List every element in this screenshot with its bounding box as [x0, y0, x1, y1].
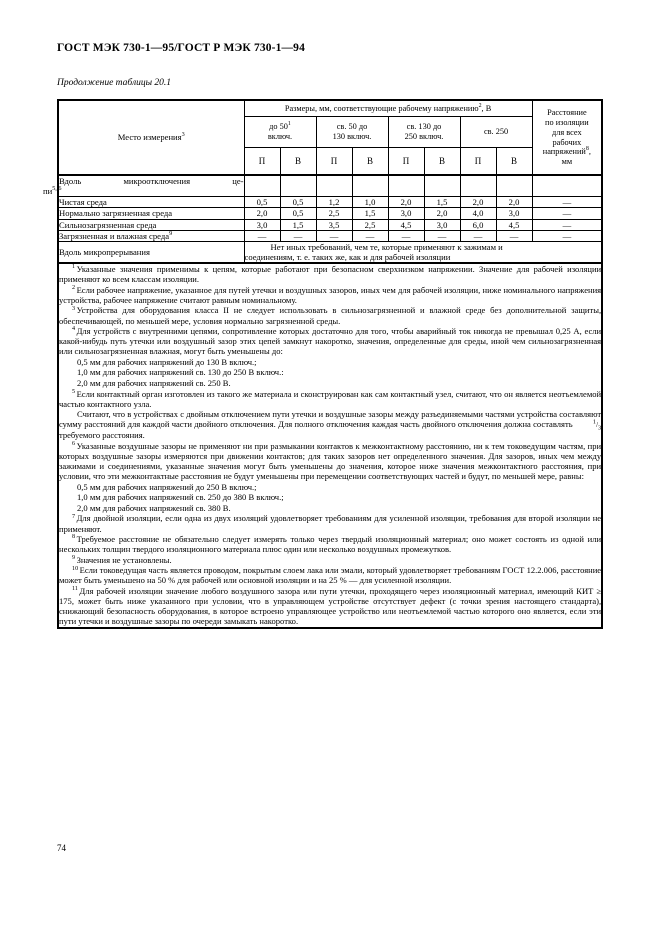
footnote-5-text: Если контактный орган изготовлен из такого же материала и сконструирован как сам контактный узел, считают, что он является неотъемлемой частью контактного узла.: [59, 388, 602, 409]
footnote-8-marker: 8: [72, 534, 76, 541]
row-1-val-4: 3,0: [388, 208, 424, 219]
footnote-4-marker: 4: [72, 326, 76, 333]
footnote-5-continuation: [59, 409, 601, 440]
last-row-note-line1: Нет иных требований, чем те, которые применяют к зажимам и: [270, 241, 503, 252]
row-0-val-3: 1,0: [352, 197, 388, 208]
header-insulation-l2: по изоляции: [545, 117, 589, 127]
header-range-1-line1: св. 50 до: [336, 122, 368, 132]
row-2-label-text: Сильнозагрязненная среда: [59, 219, 157, 230]
row-3-val-4: —: [388, 230, 424, 241]
section-title-spacer-4: [388, 175, 424, 197]
section-title-spacer-8: [532, 175, 602, 197]
footnote-4-item-0: 0,5 мм для рабочих напряжений до 130 В включ.;: [77, 356, 257, 367]
row-2-val-7: 4,5: [496, 219, 532, 230]
row-0-val-2: 1,2: [316, 197, 352, 208]
footnote-2-text: Если рабочее напряжение, указанное для путей утечки и воздушных зазоров, иных чем для рабочей изоляции, ниже номинального напряжения устройства, рабочее напряжение считают равным номинальному.: [59, 284, 602, 305]
fraction-denominator: 3: [597, 424, 602, 432]
footnote-8: [59, 534, 601, 554]
footnote-4-item-2: 2,0 мм для рабочих напряжений св. 250 В.: [77, 377, 231, 388]
footnote-4: [59, 326, 601, 356]
page-title: ГОСТ МЭК 730-1—95/ГОСТ Р МЭК 730-1—94: [57, 42, 305, 54]
last-row-note: [244, 241, 602, 263]
header-insulation-l3: для всех: [552, 127, 582, 137]
row-3-val-6: —: [460, 230, 496, 241]
footnote-6-text: Указанные воздушные зазоры не применяют ни при размыкании контактов к межконтактному расстоянию, ни к тем токоведущим частям, при которых воздушные зазоры измеряются при движении контактов; для таких зазоров нет определенного значения. Для зазоров, иных чем между зажимами и соединениями, указанные значения могут быть уменьшены до значения, которое ниже значения межконтактного расстояния, при условии, что эти межконтактные расстояния не будут уменьшены при перемещении соответствующих частей и будут, по меньшей мере, равны:: [59, 440, 602, 482]
header-range-1: [316, 117, 388, 148]
row-0-val-0: 0,5: [244, 197, 280, 208]
header-dimensions-title-text: Размеры, мм, соответствующие рабочему напряжению: [284, 103, 479, 113]
row-3-val-0: —: [244, 230, 280, 241]
row-3-label-sup: 9: [169, 229, 173, 237]
header-dimensions-title-tail: , В: [481, 103, 492, 113]
row-2-val-4: 4,5: [388, 219, 424, 230]
table-row: [58, 197, 602, 208]
footnote-6-item-1: 1,0 мм для рабочих напряжений св. 250 до 380 В включ.;: [77, 492, 284, 503]
footnote-5-marker: 5: [72, 388, 76, 395]
footnote-3-text: Устройства для оборудования класса II не следует использовать в сильнозагрязненной и влажной среде без дополнительной защиты, обеспечивающей, по меньшей мере, условия нормально загрязненной среды.: [59, 305, 602, 326]
footnote-7: [59, 513, 601, 533]
row-1-insulation: —: [532, 208, 602, 219]
footnote-10-text: Если токоведущая часть является проводом, покрытым слоем лака или эмали, который удовлетворяет требованиям ГОСТ 12.2.006, расстояние может быть уменьшено на 50 % для рабочей или основной изоляции и на 25 % — для усиленной изоляции.: [59, 565, 602, 586]
row-2-val-5: 3,0: [424, 219, 460, 230]
section-title-spacer-6: [460, 175, 496, 197]
table-section-title-row: [58, 175, 602, 197]
footnote-5-cont-part2: требуемого расстояния.: [59, 430, 145, 441]
header-subcol-4: П: [388, 148, 424, 176]
footnote-9: [59, 555, 601, 565]
table-row: [58, 230, 602, 241]
footnote-10-marker: 10: [72, 565, 79, 572]
section-title-spacer-7: [496, 175, 532, 197]
footnote-4-item-1: 1,0 мм для рабочих напряжений св. 130 до 250 В включ.:: [77, 367, 284, 378]
row-2-val-0: 3,0: [244, 219, 280, 230]
row-2-insulation: —: [532, 219, 602, 230]
footnote-3: [59, 305, 601, 325]
header-insulation-l4: рабочих: [552, 137, 582, 147]
footnote-2: [59, 285, 601, 305]
row-3-val-5: —: [424, 230, 460, 241]
header-subcol-0: П: [244, 148, 280, 176]
row-2-label: [58, 219, 244, 230]
table-row-microinterruption: [58, 241, 602, 263]
header-range-1-line2: 130 включ.: [332, 132, 372, 141]
header-subcol-5: В: [424, 148, 460, 176]
header-measurement-place: [58, 100, 244, 175]
row-1-val-7: 3,0: [496, 208, 532, 219]
header-range-0-sup: 1: [287, 121, 291, 128]
footnote-7-marker: 7: [72, 513, 76, 520]
footnote-1-text: Указанные значения применимы к цепям, которые работают при безопасном сверхнизком напряжении. Значение для рабочей изоляции применяют ко всем классам изоляции.: [59, 264, 602, 285]
row-1-val-6: 4,0: [460, 208, 496, 219]
header-range-2: [388, 117, 460, 148]
table-row: [58, 219, 602, 230]
table-container: [43, 99, 602, 629]
row-3-label: [58, 230, 244, 241]
footnote-6-item-2: 2,0 мм для рабочих напряжений св. 380 В.: [77, 502, 231, 513]
footnote-6: [59, 441, 601, 481]
header-insulation-l1: Расстояние: [547, 108, 587, 118]
row-1-val-2: 2,5: [316, 208, 352, 219]
header-range-0-line1: до 50: [269, 122, 288, 132]
header-subcol-6: П: [460, 148, 496, 176]
footnote-5: [59, 389, 601, 409]
row-2-val-2: 3,5: [316, 219, 352, 230]
header-subcol-3: В: [352, 148, 388, 176]
section-title-spacer-0: [244, 175, 280, 197]
header-subcol-1: В: [280, 148, 316, 176]
header-range-0-line2: включ.: [267, 132, 293, 141]
header-insulation-l5: напряжений: [542, 147, 586, 157]
header-range-0: [244, 117, 316, 148]
row-1-label-text: Нормально загрязненная среда: [59, 208, 173, 219]
row-3-val-1: —: [280, 230, 316, 241]
header-measurement-place-label: Место измерения: [117, 132, 182, 143]
section-title-spacer-5: [424, 175, 460, 197]
header-subcol-7: В: [496, 148, 532, 176]
row-0-val-1: 0,5: [280, 197, 316, 208]
row-2-val-3: 2,5: [352, 219, 388, 230]
header-range-3: [460, 117, 532, 148]
row-1-val-3: 1,5: [352, 208, 388, 219]
footnote-6-marker: 6: [72, 441, 76, 448]
fraction-numerator: 1: [592, 419, 597, 427]
row-0-label: [58, 197, 244, 208]
section-title-spacer-1: [280, 175, 316, 197]
row-1-val-1: 0,5: [280, 208, 316, 219]
header-range-3-line1: св. 250: [483, 127, 509, 137]
row-3-insulation: —: [532, 230, 602, 241]
section-title-line2-wrap: [43, 186, 244, 196]
row-0-val-4: 2,0: [388, 197, 424, 208]
footnote-1-marker: 1: [72, 264, 76, 271]
row-0-label-text: Чистая среда: [59, 197, 107, 208]
row-3-val-3: —: [352, 230, 388, 241]
header-insulation-l5-tail: ,: [588, 147, 591, 157]
row-0-val-7: 2,0: [496, 197, 532, 208]
footnote-3-marker: 3: [72, 305, 76, 312]
row-0-val-5: 1,5: [424, 197, 460, 208]
footnote-9-text: Значения не установлены.: [76, 554, 172, 565]
row-1-val-0: 2,0: [244, 208, 280, 219]
row-3-val-7: —: [496, 230, 532, 241]
section-title-line2-sup: 5, 6: [52, 185, 62, 193]
table-row: [58, 208, 602, 219]
header-insulation-l5-sup: 8: [585, 146, 589, 153]
row-3-label-text: Загрязненная и влажная среда: [59, 230, 170, 241]
header-dimensions-title-sup: 2: [478, 102, 482, 109]
footnote-9-marker: 9: [72, 554, 76, 561]
page-number: 74: [57, 843, 66, 853]
footnote-2-marker: 2: [72, 284, 76, 291]
header-range-2-line2: 250 включ.: [404, 132, 444, 141]
table-caption: Продолжение таблицы 20.1: [57, 78, 172, 88]
footnote-10: [59, 565, 601, 585]
row-1-label: [58, 208, 244, 219]
fraction-one-third: 1/3: [592, 419, 602, 432]
last-row-label: Вдоль микропрерывания: [58, 241, 244, 263]
footnote-6-item-0: 0,5 мм для рабочих напряжений до 250 В включ.;: [77, 481, 257, 492]
footnote-11: [59, 586, 601, 626]
header-subcol-2: П: [316, 148, 352, 176]
row-0-val-6: 2,0: [460, 197, 496, 208]
last-row-note-line2: соединениям, т. е. таких же, как и для рабочей изоляции: [244, 251, 451, 262]
row-3-val-2: —: [316, 230, 352, 241]
header-range-2-line1: св. 130 до: [406, 122, 442, 132]
footnote-8-text: Требуемое расстояние не обязательно следует измерять только через твердый изоляционный материал; оно может состоять из одной или нескольких толщин твердого изоляционного материала плюс один или несколько воздушных промежутков.: [59, 534, 602, 555]
section-title-line2: пи: [43, 186, 53, 197]
section-title-line1: Вдоль микроотключения це-: [59, 176, 244, 186]
header-insulation-distance: [532, 100, 602, 175]
table-footnotes-row: [58, 263, 602, 628]
footnote-4-text: Для устройств с внутренними цепями, сопротивление которых достаточно для того, чтобы аварийный ток никогда не превышал 0,25 А, если какой-нибудь путь утечки или воздушный зазор этих цепей замкнут накоротко, значения, определенные для среды, иной чем сильнозагрязненная или сильнозагрязненная влажная, могут быть уменьшены до:: [59, 326, 602, 357]
row-0-insulation: —: [532, 197, 602, 208]
header-dimensions-title: [244, 100, 532, 117]
header-insulation-l6: мм: [561, 157, 573, 167]
header-measurement-place-sup: 3: [181, 131, 185, 139]
table-header-row-1: [58, 100, 602, 117]
row-1-val-5: 2,0: [424, 208, 460, 219]
footnote-1: [59, 264, 601, 284]
row-2-val-1: 1,5: [280, 219, 316, 230]
footnote-11-marker: 11: [72, 586, 78, 593]
footnote-11-text: Для рабочей изоляции значение любого воздушного зазора или пути утечки, проходящего через изоляционный материал, имеющий КИТ ≥ 175, может быть ниже указанного при условии, что в управляющем устройстве отсутствует дефект (с точки зрения настоящего стандарта), снижающий безопасность оборудования, в которое встроено управляющее устройство или неотъемлемой частью которого оно является, если эти пути утечки и воздушные зазоры по очереди замыкать накоротко.: [59, 586, 602, 627]
section-title-spacer-3: [352, 175, 388, 197]
dimensions-table: [43, 99, 603, 629]
row-2-val-6: 6,0: [460, 219, 496, 230]
section-title-cell: [43, 175, 244, 197]
footnote-7-text: Для двойной изоляции, если одна из двух изоляций удовлетворяет требованиям для усиленной изоляции, требования для второй изоляции не применяют.: [59, 513, 602, 534]
footnote-5-cont-part1: Считают, что в устройствах с двойным отключением пути утечки и воздушные зазоры между разъединяемыми частями устройства составляют сумму расстояний для каждой части двойного отключения. Для полного отключения каждая часть двойного отключения должна составлять: [59, 409, 602, 430]
footnotes-cell: [58, 263, 602, 628]
section-title-spacer-2: [316, 175, 352, 197]
